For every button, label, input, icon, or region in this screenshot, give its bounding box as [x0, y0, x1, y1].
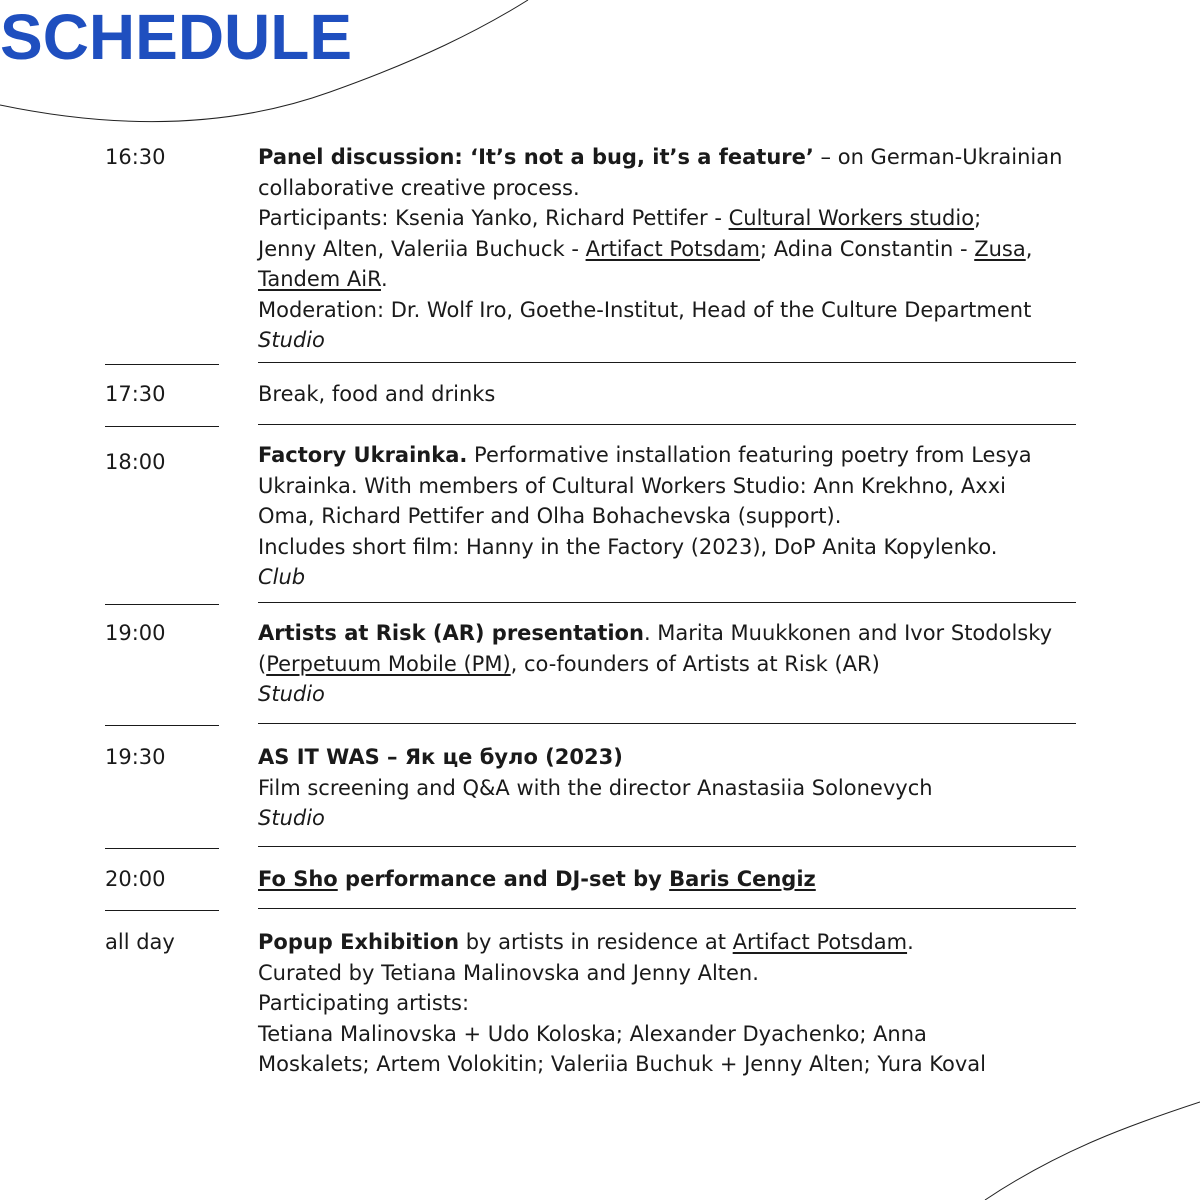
- divider: [105, 426, 219, 427]
- event-moderation: Moderation: Dr. Wolf Iro, Goethe-Institut, Head of the Culture Department: [258, 297, 1032, 322]
- event-description: Panel discussion: ‘It’s not a bug, it’s a feature’ – on German-Ukrainian collaborative creative process. Participants: Ksenia Yanko, Richard Pettifer - Cultural Workers studio; Jenny Alten, Valeriia Buchuck - Artifact Potsdam; Adina Constantin - Zusa, Tandem AiR. Moderation: Dr. Wolf Iro, Goethe-Institut, Head of the Culture Department Studio: [258, 142, 1118, 356]
- event-description: AS IT WAS – Як це було (2023) Film screening and Q&A with the director Anastasiia Solonevych Studio: [258, 742, 1118, 834]
- link-cultural-workers-studio[interactable]: Cultural Workers studio: [728, 206, 975, 230]
- event-time: all day: [105, 930, 175, 954]
- link-baris-cengiz[interactable]: Baris Cengiz: [669, 867, 816, 891]
- event-location: Studio: [258, 806, 325, 830]
- event-description: Factory Ukrainka. Performative installation featuring poetry from Lesya Ukrainka. With members of Cultural Workers Studio: Ann Krekhno, Axxi Oma, Richard Pettifer and Olha Bohachevska (support). Includes short film: Hanny in the Factory (2023), DoP Anita Kopylenko. Club: [258, 440, 1118, 593]
- event-title: Popup Exhibition: [258, 930, 460, 954]
- divider: [105, 910, 219, 911]
- event-location: Studio: [258, 682, 325, 706]
- event-time: 19:00: [105, 621, 166, 645]
- link-artifact-potsdam[interactable]: Artifact Potsdam: [585, 236, 760, 261]
- event-description: Popup Exhibition by artists in residence at Artifact Potsdam. Curated by Tetiana Malinovska and Jenny Alten. Participating artists: Tetiana Malinovska + Udo Koloska; Alexander Dyachenko; Anna Moskalets; Artem Volokitin; Valeriia Buchuk + Jenny Alten; Yura Koval: [258, 930, 986, 1076]
- link-artifact-potsdam[interactable]: Artifact Potsdam: [732, 930, 908, 954]
- event-location: Studio: [258, 328, 325, 352]
- event-title: Panel discussion: ‘It’s not a bug, it’s a feature’: [258, 145, 814, 169]
- event-time: 19:30: [105, 745, 166, 769]
- bottom-curve: [985, 1102, 1200, 1200]
- event-title: Factory Ukrainka.: [258, 443, 468, 467]
- divider: [105, 848, 219, 849]
- event-title: AS IT WAS – Як це було (2023): [258, 745, 623, 769]
- divider: [105, 604, 219, 605]
- event-location: Club: [258, 565, 306, 589]
- event-time: 18:00: [105, 450, 166, 474]
- divider: [258, 362, 1076, 363]
- event-description: Break, food and drinks: [258, 382, 496, 406]
- event-description: Fo Sho performance and DJ-set by Baris Cengiz: [258, 867, 816, 891]
- divider: [258, 723, 1076, 724]
- event-description: Artists at Risk (AR) presentation. Marita Muukkonen and Ivor Stodolsky (Perpetuum Mobile (PM), co-founders of Artists at Risk (AR) Studio: [258, 618, 1118, 710]
- event-time: 20:00: [105, 867, 166, 891]
- event-time: 16:30: [105, 145, 166, 169]
- divider: [258, 602, 1076, 603]
- link-zusa[interactable]: Zusa: [974, 236, 1026, 261]
- divider: [105, 364, 219, 365]
- divider: [105, 725, 219, 726]
- divider: [258, 908, 1076, 909]
- event-title: Artists at Risk (AR) presentation: [258, 621, 644, 645]
- link-perpetuum-mobile[interactable]: Perpetuum Mobile (PM): [266, 651, 511, 676]
- link-tandem-air[interactable]: Tandem AiR: [258, 267, 381, 291]
- link-fo-sho[interactable]: Fo Sho: [258, 867, 338, 891]
- divider: [258, 424, 1076, 425]
- page-title: SCHEDULE: [0, 1, 353, 73]
- divider: [258, 846, 1076, 847]
- event-time: 17:30: [105, 382, 166, 406]
